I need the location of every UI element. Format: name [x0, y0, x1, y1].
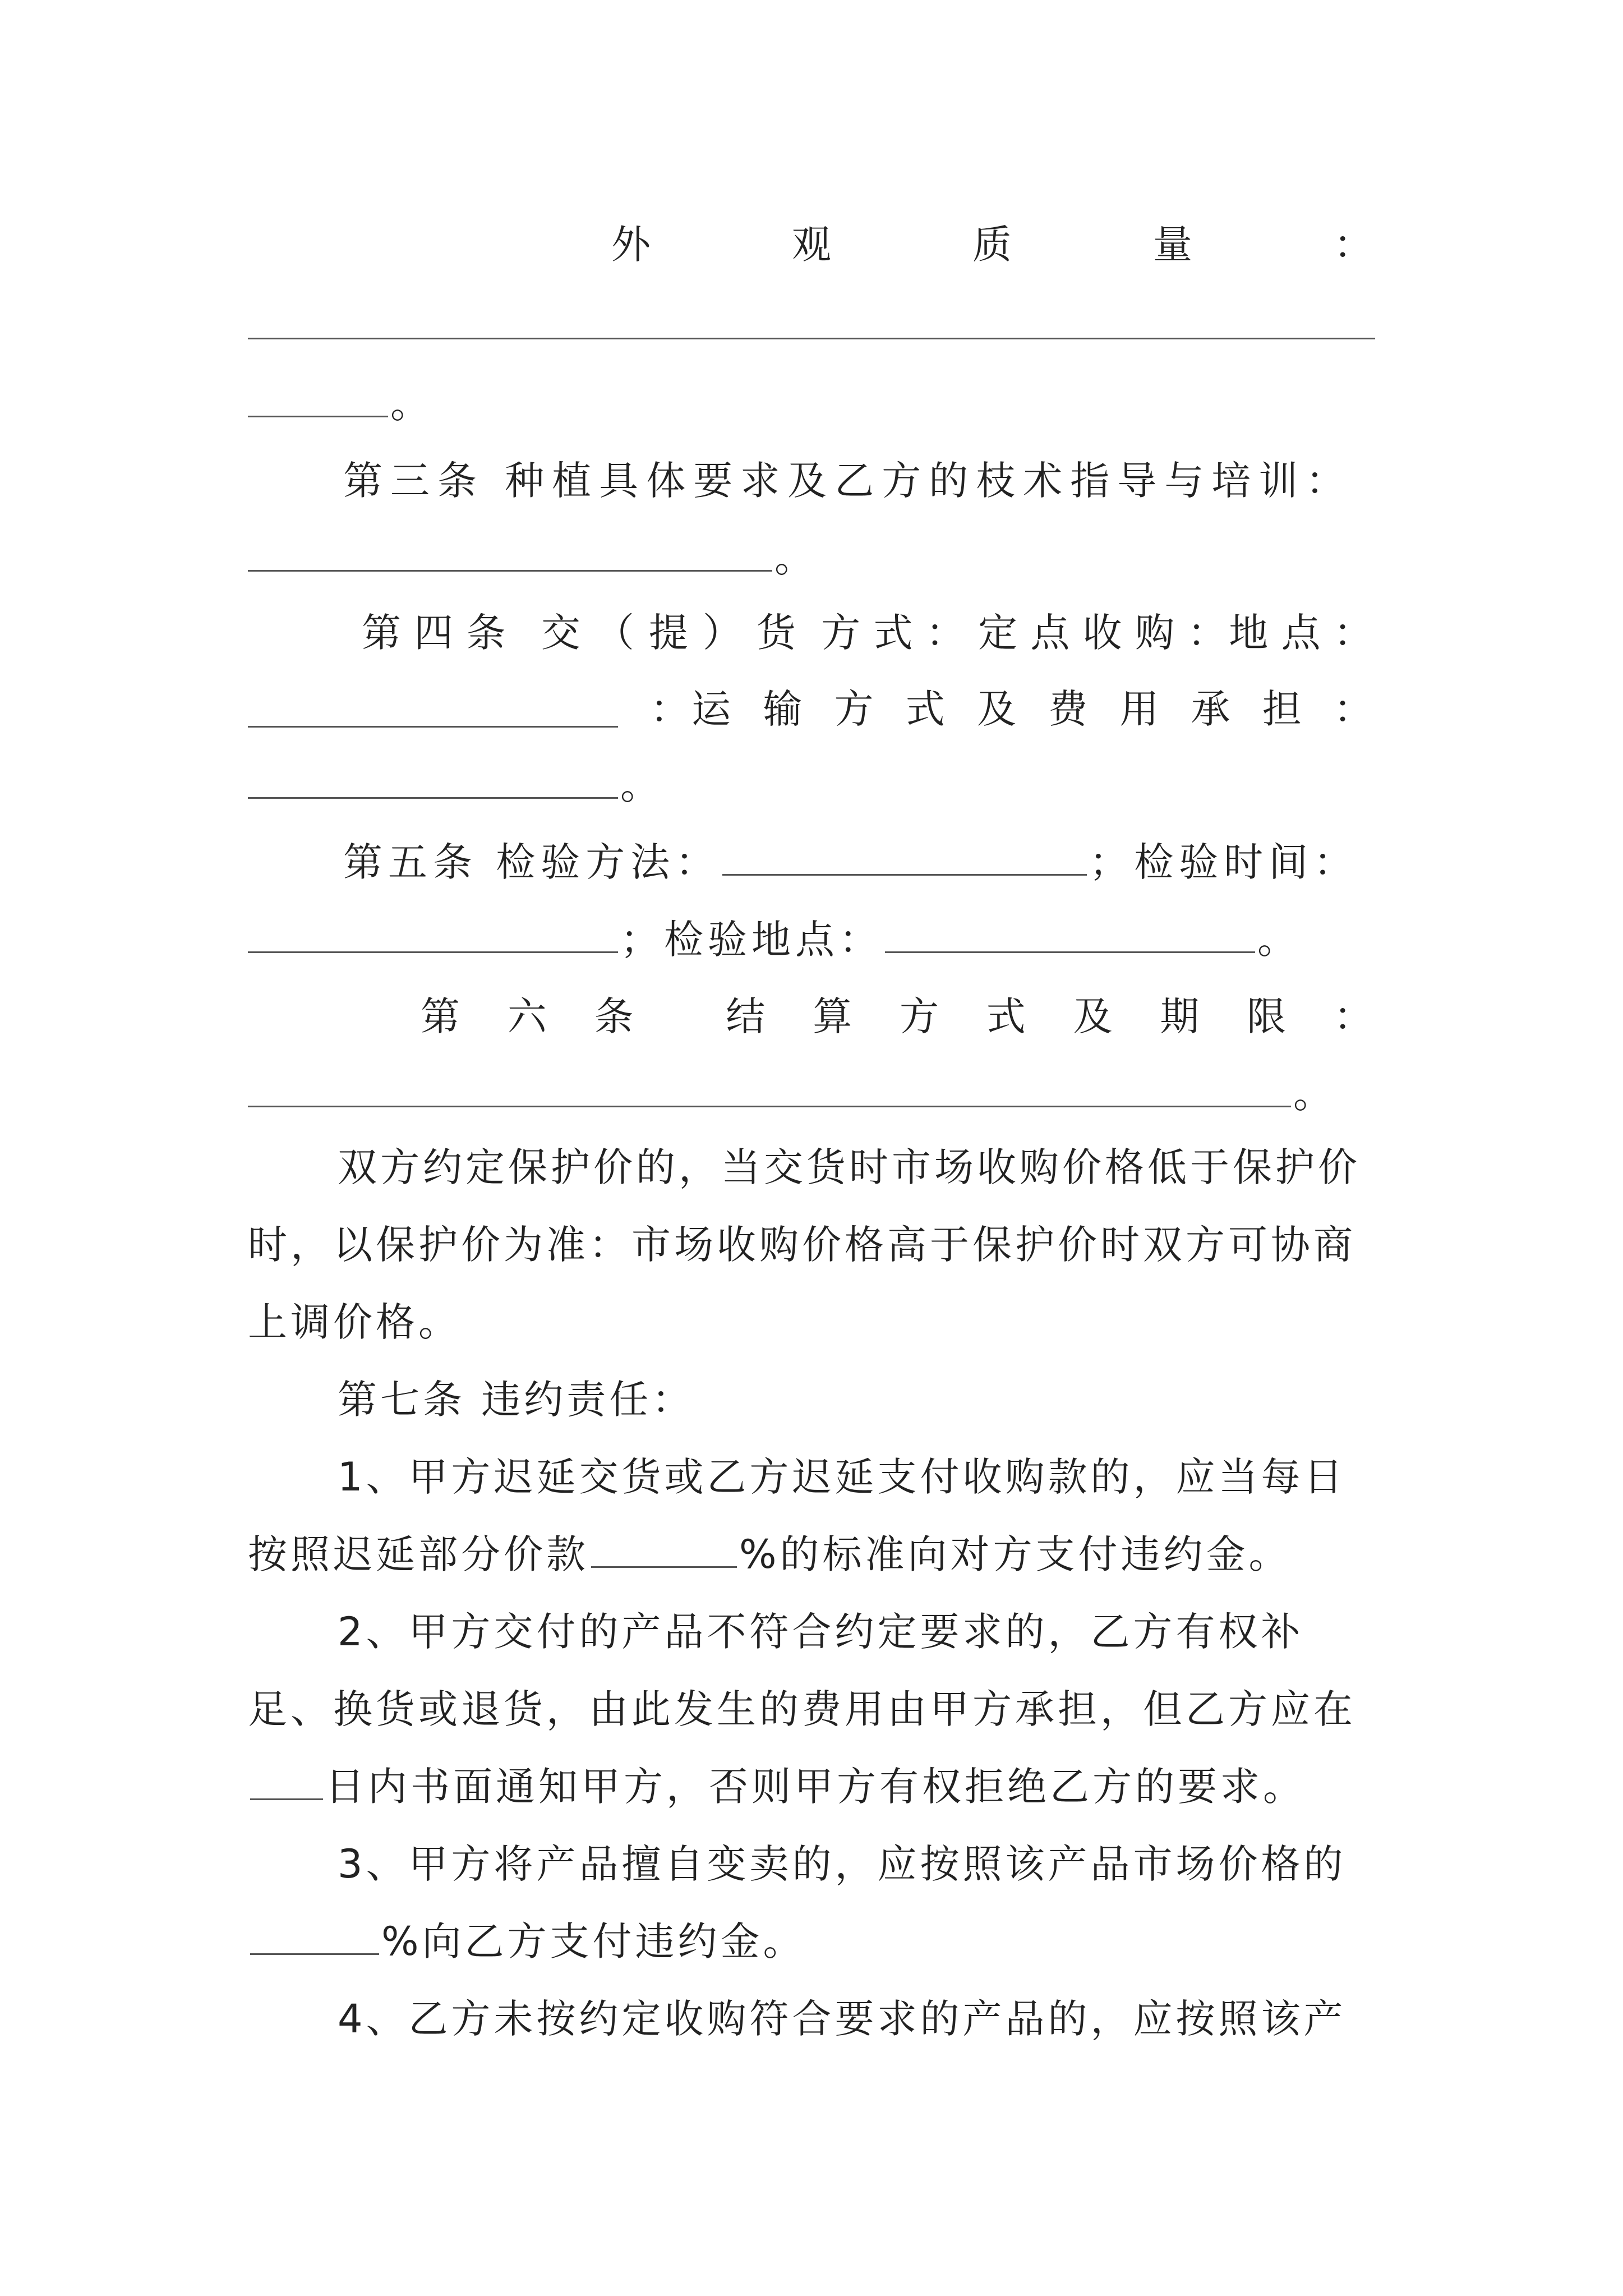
article-6-line-2 — [248, 1055, 1375, 1133]
penalty-item-3 — [248, 1825, 1375, 1980]
paragraph-text: 3、甲方将产品擅自变卖的，应按照该产品市场价格的 — [338, 1841, 1347, 1887]
text-char: 及 — [1073, 993, 1115, 1039]
appearance-blank-line — [248, 338, 1375, 339]
text-char: ： — [925, 610, 967, 656]
text-char: 收 — [1082, 610, 1124, 656]
text-char: 期 — [1160, 993, 1202, 1039]
appearance-end-line — [248, 365, 1375, 443]
text-char: 方 — [834, 686, 876, 732]
text-char: 交（提）货 — [541, 610, 810, 656]
text-char: 担 — [1262, 686, 1304, 732]
text-char: 四 — [414, 610, 456, 656]
text-char: 点 — [1281, 610, 1323, 656]
paragraph-text: 4、乙方未按约定收购符合要求的产品的，应按照该产 — [338, 1996, 1347, 2042]
article-3-blank-line — [248, 519, 1375, 597]
text-char: 式 — [905, 686, 947, 732]
text-char: 质 — [972, 222, 1014, 268]
text-char: 方 — [821, 610, 863, 656]
fill-blank — [722, 839, 1087, 876]
text-char: 购 — [1135, 610, 1177, 656]
period: 。 — [390, 381, 432, 427]
penalty-item-4 — [248, 1980, 1375, 2058]
text-char: 第 — [362, 610, 403, 656]
text-char: 限 — [1247, 993, 1289, 1039]
text-char: 方 — [899, 993, 941, 1039]
fill-blank — [591, 1531, 737, 1568]
article-5-label: 第五条 检验方法： — [343, 839, 721, 885]
text-char: 量 — [1153, 222, 1195, 268]
paragraph-text: 双方约定保护价的，当交货时市场收购价格低于保护价时，以保护价为准：市场收购价格高于保护价时双方可协商上调价格。 — [248, 1144, 1361, 1345]
penalty-item-2 — [248, 1593, 1375, 1825]
article-6-line-1 — [421, 977, 1375, 1056]
text-char: 条 — [594, 993, 636, 1039]
text-char: ：运 — [650, 686, 734, 732]
text-char: ： — [1333, 610, 1375, 656]
article-5-line-1 — [343, 823, 1375, 901]
text-char: 六 — [507, 993, 549, 1039]
text-char: ： — [1333, 993, 1375, 1039]
text-char: 第 — [421, 993, 462, 1039]
text-char: 定 — [978, 610, 1020, 656]
period: 。 — [774, 535, 816, 581]
article-4-line-3 — [248, 746, 1375, 825]
text-char: 结 — [726, 993, 768, 1039]
text-char: 算 — [813, 993, 855, 1039]
paragraph-text: 2、甲方交付的产品不符合约定要求的，乙方有权补足、换货或退货，由此发生的费用由甲方承担，但乙方应在 — [248, 1609, 1356, 1732]
article-3-text: 第三条 种植具体要求及乙方的枝术指导与培训： — [343, 458, 1353, 504]
paragraph-text: 1、甲方迟延交货或乙方迟延支付收购款的，应当每日按照迟延部分价款 — [248, 1454, 1347, 1577]
inspection-time-label: ；检验时间： — [1089, 839, 1359, 885]
period: 。 — [1257, 917, 1301, 963]
text-char: 承 — [1191, 686, 1233, 732]
fill-blank — [248, 917, 618, 953]
fill-blank — [248, 381, 388, 417]
text-char: 观 — [792, 222, 833, 268]
text-char: 及 — [976, 686, 1018, 732]
fill-blank — [248, 691, 618, 728]
text-char: 用 — [1119, 686, 1161, 732]
article-7-text: 第七条 违约责任： — [338, 1377, 695, 1423]
text-char: ： — [1333, 686, 1375, 732]
period: 。 — [620, 762, 662, 808]
text-char: 费 — [1048, 686, 1090, 732]
article-4-line-1 — [362, 593, 1375, 672]
article-7-heading — [248, 1361, 1375, 1438]
inspection-place-label: ；检验地点： — [620, 917, 883, 963]
text-char: ： — [1334, 222, 1375, 268]
fill-blank — [248, 762, 618, 799]
article-4-line-2 — [248, 670, 1375, 748]
fill-blank — [250, 1764, 323, 1800]
text-char: 点 — [1030, 610, 1072, 656]
protect-price-paragraph — [248, 1129, 1375, 1361]
fill-blank — [250, 1918, 379, 1955]
fill-blank — [248, 535, 772, 572]
text-char: 条 — [466, 610, 508, 656]
fill-blank — [248, 1071, 1291, 1107]
text-char: 式 — [986, 993, 1028, 1039]
fill-blank — [885, 917, 1255, 953]
article-3-heading — [343, 441, 1375, 520]
text-char: ：地 — [1187, 610, 1271, 656]
paragraph-text: 日内书面通知甲方，否则甲方有权拒绝乙方的要求。 — [325, 1764, 1306, 1810]
article-5-line-2 — [248, 900, 1375, 979]
penalty-item-1 — [248, 1438, 1375, 1593]
text-char: 式 — [873, 610, 915, 656]
paragraph-text: %向乙方支付违约金。 — [381, 1918, 806, 1964]
text-char: 输 — [763, 686, 805, 732]
text-char: 外 — [611, 222, 653, 268]
period: 。 — [1293, 1071, 1335, 1117]
appearance-quality-line — [611, 205, 1375, 284]
paragraph-text: %的标准向对方支付违约金。 — [739, 1531, 1292, 1577]
